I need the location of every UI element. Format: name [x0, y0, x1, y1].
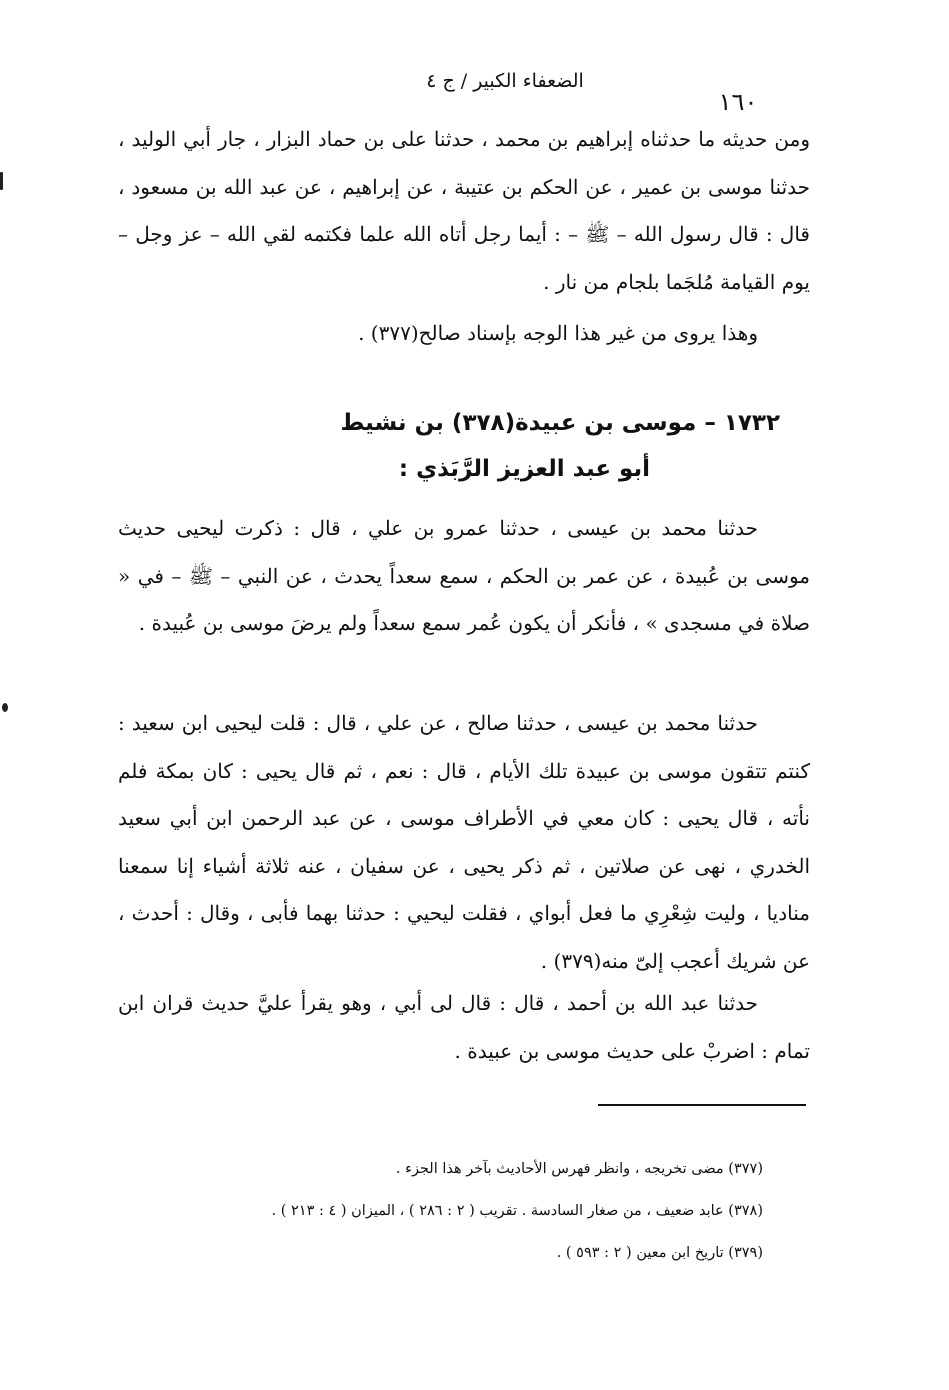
scan-margin-mark	[2, 703, 8, 712]
footnote-378: (٣٧٨) عابد ضعيف ، من صغار السادسة . تقريب ( ٢ : ٢٨٦ ) ، الميزان ( ٤ : ٢١٣ ) .	[271, 1203, 763, 1219]
hadith-paragraph-1-block	[118, 116, 810, 306]
narration-paragraph-2-block	[118, 700, 810, 985]
hadith-paragraph-1: ومن حديثه ما حدثناه إبراهيم بن محمد ، حدثنا على بن حماد البزار ، جار أبي الوليد ، حدثنا موسى بن عمير ، عن الحكم بن عتيبة ، عن إبراهيم ، عن عبد الله بن مسعود ، قال : قال رسول الله – ﷺ – : أيما رجل أتاه الله علما فكتمه لقي الله – عز وجل – يوم القيامة مُلجَما بلجام من نار .	[118, 127, 810, 294]
isnad-note-paragraph: وهذا يروى من غير هذا الوجه بإسناد صالح(٣٧٧) .	[358, 321, 758, 345]
narration-paragraph-3: حدثنا عبد الله بن أحمد ، قال : قال لى أبي ، وهو يقرأ عليَّ حديث قران ابن تمام : اضربْ على حديث موسى بن عبيدة .	[118, 991, 810, 1063]
footnote-379: (٣٧٩) تاريخ ابن معين ( ٢ : ٥٩٣ ) .	[556, 1245, 763, 1261]
entry-heading-line-1: ١٧٣٢ – موسى بن عبيدة(٣٧٨) بن نشيط	[340, 410, 780, 436]
page-number: ١٦٠	[718, 88, 758, 116]
footnote-separator-rule	[598, 1104, 806, 1106]
narration-paragraph-1: حدثنا محمد بن عيسى ، حدثنا عمرو بن علي ، قال : ذكرت ليحيى حديث موسى بن عُبيدة ، عن عمر بن الحكم ، سمع سعداً يحدث ، عن النبي – ﷺ – في « صلاة في مسجدى » ، فأنكر أن يكون عُمر سمع سعداً ولم يرضَ موسى بن عُبيدة .	[118, 516, 810, 635]
narration-paragraph-3-block	[118, 980, 810, 1075]
narration-paragraph-1-block	[118, 505, 810, 648]
entry-heading-line-2: أبو عبد العزيز الرَّبَذي :	[398, 456, 650, 482]
running-header: الضعفاء الكبير / ج ٤	[426, 70, 584, 92]
footnotes	[118, 1148, 763, 1274]
scan-edge-mark	[0, 172, 3, 190]
footnote-377: (٣٧٧) مضى تخريجه ، وانظر فهرس الأحاديث بآخر هذا الجزء .	[395, 1161, 763, 1177]
note-paragraph-block	[118, 310, 810, 358]
narration-paragraph-2: حدثنا محمد بن عيسى ، حدثنا صالح ، عن علي ، قال : قلت ليحيى ابن سعيد : كنتم تتقون موسى بن عبيدة تلك الأيام ، قال : نعم ، ثم قال يحيى : كان بمكة فلم نأته ، قال يحيى : كان معي في الأطراف موسى ، عن عبد الرحمن ابن أبي سعيد الخدري ، نهى عن صلاتين ، ثم ذكر يحيى ، عن سفيان ، عنه ثلاثة أشياء إنا سمعنا مناديا ، وليت شِعْرِي ما فعل أبواي ، فقلت ليحيي : حدثنا بهما فأبى ، وقال : أحدث ، عن شريك أعجب إلىّ منه(٣٧٩) .	[118, 711, 810, 973]
entry-heading	[300, 400, 780, 492]
